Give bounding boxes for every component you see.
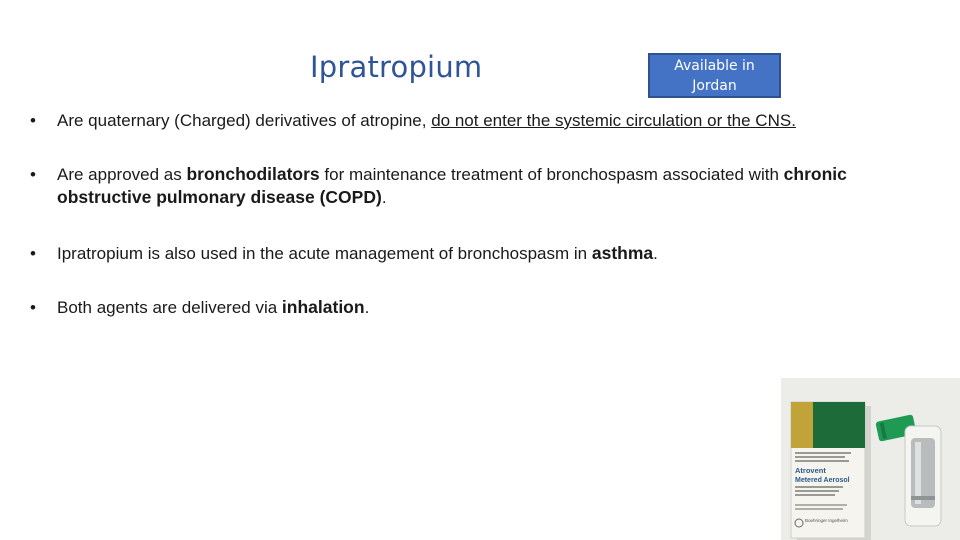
bullet-text-part: Both agents are delivered via xyxy=(57,298,282,317)
bullet-text-part: . xyxy=(381,188,387,207)
box-gold-band xyxy=(791,402,813,448)
bullet-text-bold: chronic obstructive pulmonary disease (COPD) xyxy=(57,164,847,207)
box-maker-text: Boehringer Ingelheim xyxy=(805,518,848,523)
atrovent-product-image xyxy=(781,378,960,540)
bullet-text-bold: bronchodilators xyxy=(186,164,320,184)
bullet-icon: • xyxy=(30,298,36,317)
bullet-icon: • xyxy=(30,244,36,263)
product-photo xyxy=(781,378,960,540)
slide-title: Ipratropium xyxy=(310,50,483,84)
bullet-text xyxy=(57,163,897,209)
bullet-text-part: . xyxy=(364,298,370,317)
box-green-band xyxy=(813,402,865,448)
bullet-text-part: for maintenance treatment of bronchospasm associated with xyxy=(319,165,784,184)
bullet-text-part: Are approved as xyxy=(57,165,187,184)
availability-badge xyxy=(648,53,781,98)
bullet-text-part: Are quaternary (Charged) derivatives of atropine, xyxy=(57,111,432,130)
bullet-text xyxy=(57,109,897,132)
bullet-text-bold: asthma xyxy=(591,243,654,263)
bullet-text-part: Ipratropium is also used in the acute management of bronchospasm in xyxy=(57,244,592,263)
availability-badge-label: Available in Jordan xyxy=(674,57,755,94)
box-product-name: Metered Aerosol xyxy=(795,477,850,484)
bullet-text-part: . xyxy=(653,244,658,263)
bullet-text xyxy=(57,242,897,265)
bullet-text-bold: inhalation xyxy=(281,297,365,317)
box-brand-text: Atrovent xyxy=(795,466,826,475)
bullet-text xyxy=(57,296,897,319)
bullet-icon: • xyxy=(30,111,36,130)
bullet-text-underlined: do not enter the systemic circulation or the CNS. xyxy=(431,111,796,130)
bullet-icon: • xyxy=(30,165,36,184)
